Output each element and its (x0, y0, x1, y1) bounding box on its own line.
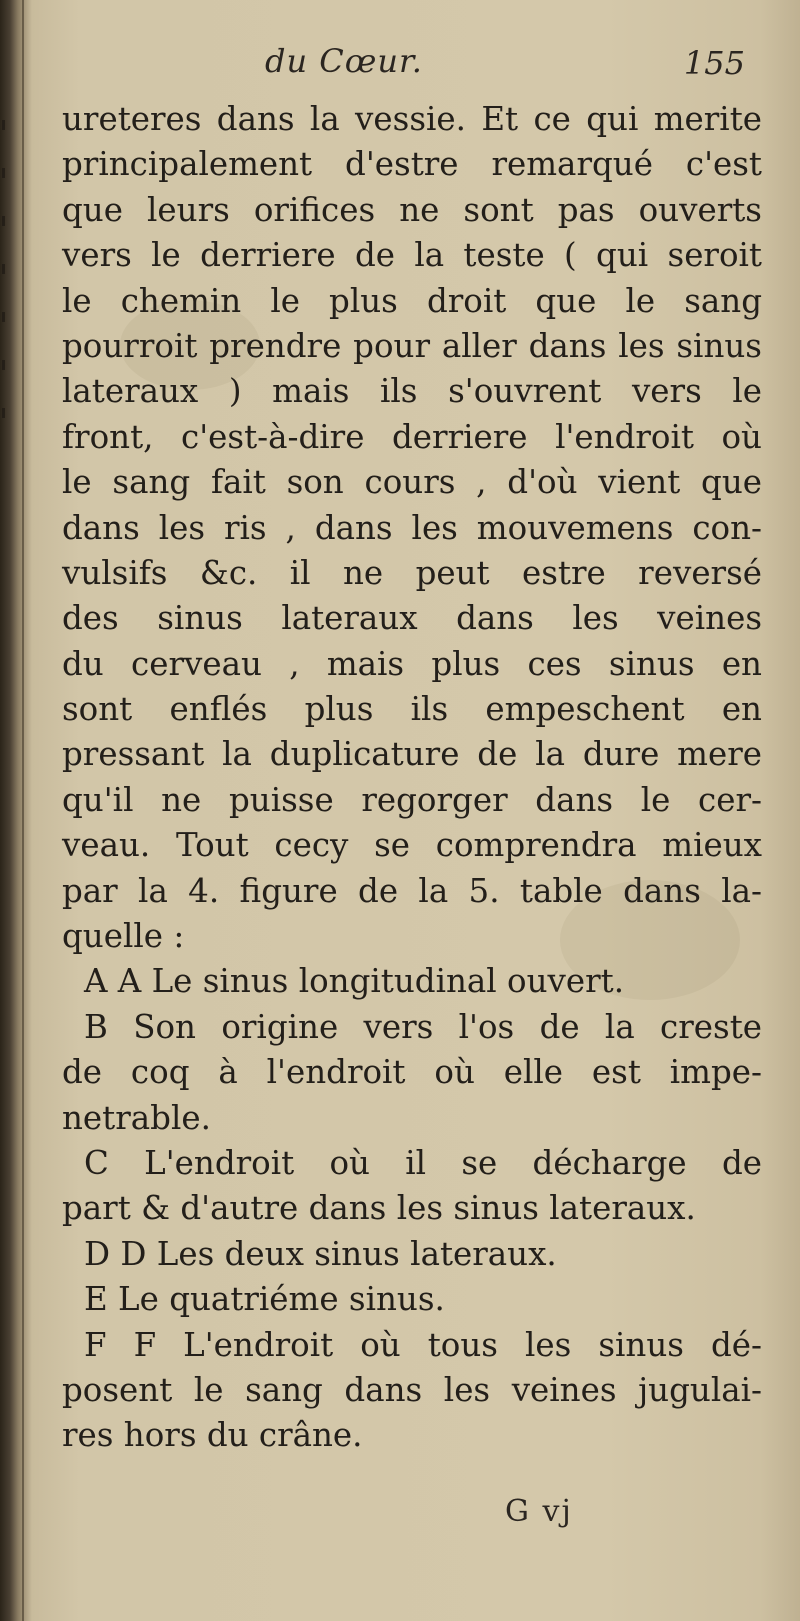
text-line: lateraux ) mais ils s'ouvrent vers le (62, 372, 762, 411)
signature-mark: G vj (505, 1494, 573, 1529)
text-line: de coq à l'endroit où elle est impe- (62, 1053, 762, 1092)
legend-item: B Son origine vers l'os de la creste (84, 1007, 762, 1046)
text-line: quelle : (62, 917, 185, 956)
text-line: front, c'est-à-dire derriere l'endroit où (62, 417, 762, 456)
text-line: que leurs orifices ne sont pas ouverts (62, 190, 762, 229)
text-line: qu'il ne puisse regorger dans le cer- (62, 780, 762, 819)
body-text (62, 97, 762, 1459)
legend-item: F F L'endroit où tous les sinus dé- (84, 1325, 762, 1364)
legend-item: E Le quatriéme sinus. (84, 1280, 445, 1319)
facing-page-edge (2, 120, 14, 456)
text-line: vulsifs &c. il ne peut estre reversé (62, 553, 762, 592)
text-line: sont enflés plus ils empeschent en (62, 690, 762, 729)
page-header (60, 42, 750, 92)
legend-item: D D Les deux sinus lateraux. (84, 1234, 557, 1273)
text-line: pourroit prendre pour aller dans les sinus (62, 326, 762, 365)
text-line: le sang fait son cours , d'où vient que (62, 463, 762, 502)
binding-gutter (22, 0, 24, 1621)
text-line: veau. Tout cecy se comprendra mieux (62, 826, 762, 865)
text-line: pressant la duplicature de la dure mere (62, 735, 762, 774)
text-line: principalement d'estre remarqué c'est (62, 145, 762, 184)
text-line: res hors du crâne. (62, 1416, 363, 1455)
page-number: 155 (683, 44, 745, 82)
text-line: par la 4. figure de la 5. table dans la- (62, 871, 762, 910)
text-line: netrable. (62, 1098, 211, 1137)
text-line: dans les ris , dans les mouvemens con- (62, 508, 762, 547)
text-line: posent le sang dans les veines jugulai- (62, 1370, 762, 1409)
text-line: du cerveau , mais plus ces sinus en (62, 644, 762, 683)
text-line: ureteres dans la vessie. Et ce qui merite (62, 100, 762, 138)
text-line: le chemin le plus droit que le sang (62, 281, 762, 320)
text-line: vers le derriere de la teste ( qui seroit (62, 236, 762, 275)
legend-item: C L'endroit où il se décharge de (84, 1143, 762, 1182)
text-line: des sinus lateraux dans les veines (62, 599, 762, 638)
running-title: du Cœur. (265, 42, 423, 80)
legend-item: A A Le sinus longitudinal ouvert. (84, 962, 625, 1001)
text-line: part & d'autre dans les sinus lateraux. (62, 1189, 696, 1228)
